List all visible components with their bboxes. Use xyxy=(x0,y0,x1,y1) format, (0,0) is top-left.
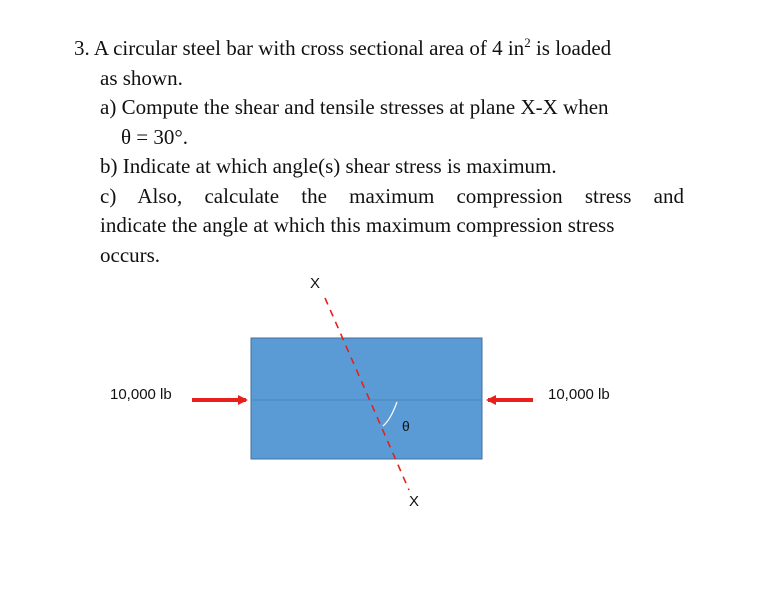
part-b: b) Indicate at which angle(s) shear stress is maximum. xyxy=(100,154,557,178)
problem-intro-line-2: as shown. xyxy=(100,65,183,90)
part-c-line-3: occurs. xyxy=(100,242,161,267)
intro-text: A circular steel bar with cross sectional area of 4 in xyxy=(93,36,525,60)
area-exponent: 2 xyxy=(524,35,531,50)
part-a-line-1: a) Compute the shear and tensile stresses at plane X-X when xyxy=(100,95,609,119)
plane-top-label: X xyxy=(310,275,321,292)
right-load-label: 10,000 lb xyxy=(548,386,610,403)
steel-bar xyxy=(251,338,482,459)
part-c-line-2: indicate the angle at which this maximum compression stress xyxy=(100,213,615,237)
left-load-label: 10,000 lb xyxy=(110,386,172,403)
part-a-line-2: θ = 30°. xyxy=(121,124,189,149)
theta-label: θ xyxy=(402,418,410,434)
problem-number: 3. xyxy=(74,36,90,60)
part-c-line-1: c) Also, calculate the maximum compression stress and xyxy=(100,183,684,208)
intro-text-end: is loaded xyxy=(530,36,612,60)
plane-bottom-label: X xyxy=(409,493,420,510)
